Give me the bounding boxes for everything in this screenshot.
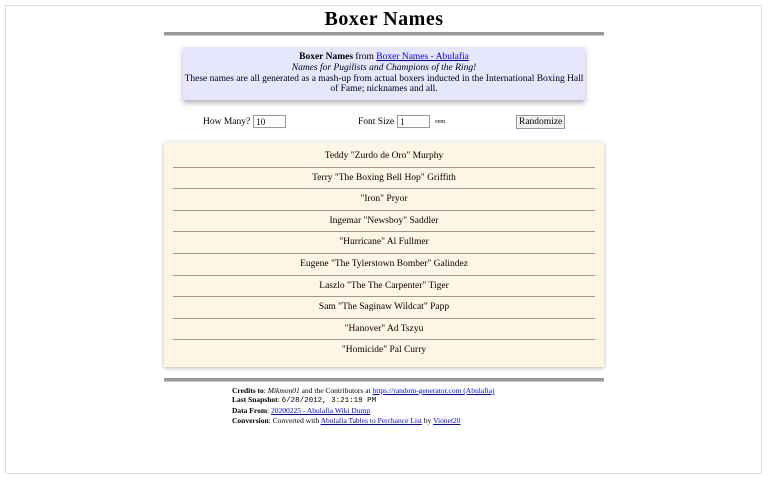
info-box [183,47,585,100]
font-size-label: Font Size [358,116,395,127]
divider [164,32,604,36]
list-item: Laszlo "The The Carpenter" Tiger [173,276,595,298]
credits-author: Mikmon01 [267,386,300,395]
list-item: "Hanover" Ad Tszyu [173,319,595,341]
snapshot-value: 6/28/2012, 3:21:19 PM [281,397,377,406]
font-size-control [358,115,445,128]
snapshot-label: Last Snapshot [232,395,278,405]
subtitle: Names for Pugilists and Champions of the Ring! [291,62,477,73]
by-text: by [423,415,432,425]
credits-text: and the Contributors at [301,386,371,395]
list-item: Teddy "Zurdo de Oro" Murphy [173,146,595,168]
list-item: Ingemar "Newsboy" Saddler [173,211,595,233]
data-from-label: Data From [232,406,268,416]
conversion-link[interactable]: Abulafia Tables to Perchance List [320,415,422,425]
how-many-control [203,115,286,128]
credits-label: Credits to [232,386,264,395]
generator-name: Boxer Names [299,52,354,62]
list-item: "Iron" Pryor [173,189,595,211]
list-item: "Homicide" Pal Curry [341,345,427,356]
font-size-input[interactable] [397,115,430,128]
divider [164,378,604,382]
list-item: Sam "The Saginaw Wildcat" Papp [173,297,595,319]
author-link[interactable]: Vionet20 [433,415,461,425]
source-link[interactable]: Boxer Names - Abulafia [376,52,469,62]
names-list [164,142,604,367]
from-text: from [355,52,374,62]
credits-link[interactable]: https://random-generator.com (Abulafia) [372,386,495,395]
description: These names are all generated as a mash-up from actual boxers inducted in the International Boxing Hall of Fame; nicknames and all. [184,73,584,95]
how-many-label: How Many? [203,116,251,127]
how-many-input[interactable] [253,115,286,128]
randomize-button[interactable]: Randomize [516,115,565,129]
conversion-label: Conversion [232,415,269,425]
page-title: Boxer Names [324,8,444,30]
list-item: Eugene "The Tylerstown Bomber" Galindez [173,254,595,276]
list-item: Terry "The Boxing Bell Hop" Griffith [173,168,595,190]
font-size-unit: rem [435,118,446,125]
list-item: "Hurricane" Al Fullmer [173,232,595,254]
conversion-text: Converted with [272,415,320,425]
data-from-link[interactable]: 20200225 - Abulafia Wiki Dump [271,406,371,416]
credits: Credits to: Mikmon01 and the Contributors at https://random-generator.com (Abulafia) Last Snapshot: 6/28/2012, 3:21:19 PM Data From: 20200225 - Abulafia Wiki Dump Conversion: Converted with Abulafia Tables to Perchance List by Vionet20 [232,386,495,425]
randomize-control [516,115,565,129]
